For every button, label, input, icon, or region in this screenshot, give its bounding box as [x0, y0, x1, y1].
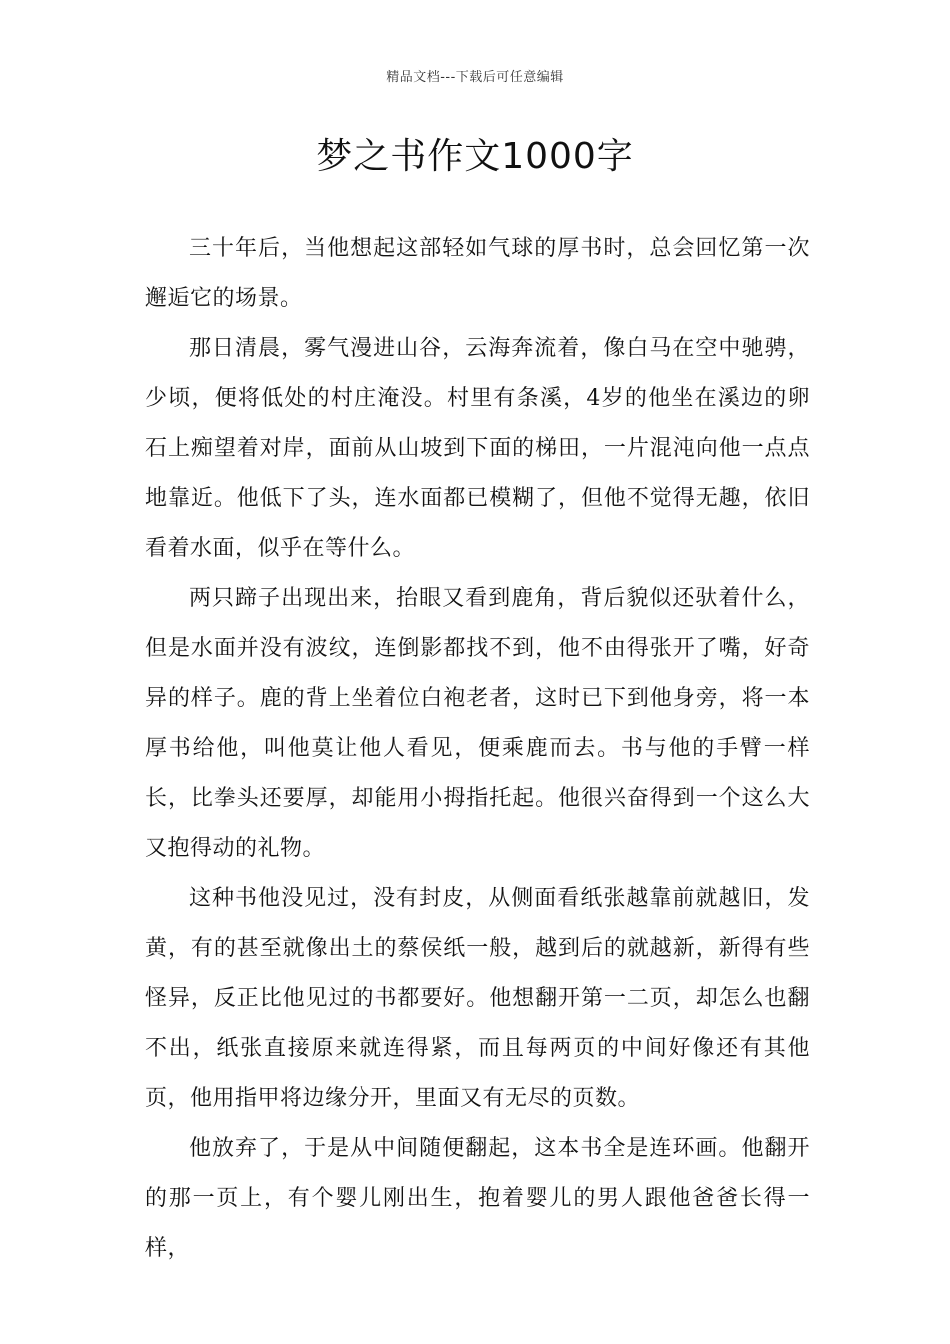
- page-header-watermark: 精品文档---下载后可任意编辑: [386, 70, 564, 85]
- document-body: [145, 224, 810, 1274]
- paragraph-1: 三十年后，当他想起这部轻如气球的厚书时，总会回忆第一次邂逅它的场景。: [145, 236, 810, 311]
- document-title: 梦之书作文1000字: [316, 136, 634, 177]
- paragraph-4: 这种书他没见过，没有封皮，从侧面看纸张越靠前就越旧，发黄，有的甚至就像出土的蔡侯纸一般，越到后的就越新，新得有些怪异，反正比他见过的书都要好。他想翻开第一二页，却怎么也翻不出，纸张直接原来就连得紧，而且每两页的中间好像还有其他页，他用指甲将边缘分开，里面又有无尽的页数。: [145, 886, 810, 1111]
- paragraph-3: 两只蹄子出现出来，抬眼又看到鹿角，背后貌似还驮着什么，但是水面并没有波纹，连倒影都找不到，他不由得张开了嘴，好奇异的样子。鹿的背上坐着位白袍老者，这时已下到他身旁，将一本厚书给他，叫他莫让他人看见，便乘鹿而去。书与他的手臂一样长，比拳头还要厚，却能用小拇指托起。他很兴奋得到一个这么大又抱得动的礼物。: [145, 586, 810, 861]
- paragraph-2: 那日清晨，雾气漫进山谷，云海奔流着，像白马在空中驰骋，少顷，便将低处的村庄淹没。村里有条溪，4岁的他坐在溪边的卵石上痴望着对岸，面前从山坡到下面的梯田，一片混沌向他一点点地靠近。他低下了头，连水面都已模糊了，但他不觉得无趣，依旧看着水面，似乎在等什么。: [145, 336, 810, 561]
- paragraph-5: 他放弃了，于是从中间随便翻起，这本书全是连环画。他翻开的那一页上，有个婴儿刚出生，抱着婴儿的男人跟他爸爸长得一样，: [145, 1136, 810, 1261]
